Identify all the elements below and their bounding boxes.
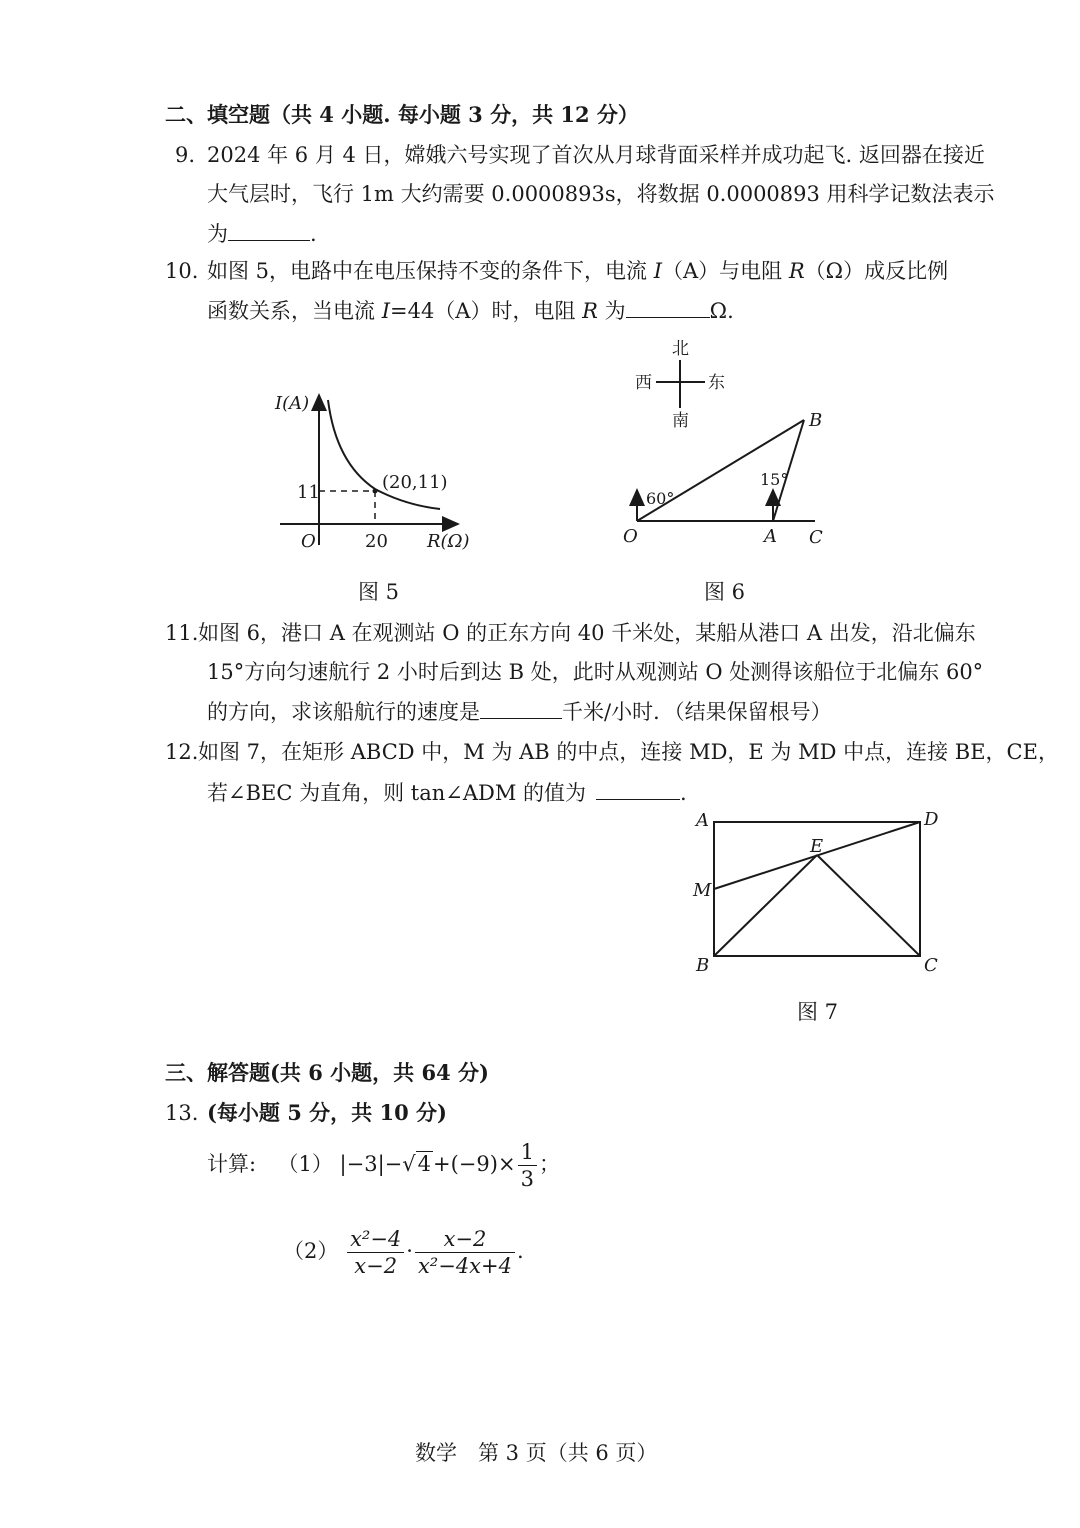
q9-answer-blank[interactable] [228, 218, 310, 241]
q13-part-1-end: ； [538, 1152, 560, 1176]
q10-line-1-a: 如图 5，电路中在电压保持不变的条件下，电流 [207, 259, 654, 283]
q13-number: 13. [165, 1101, 199, 1125]
q13-part-1-plus-paren: +(−9)× [433, 1152, 516, 1176]
q13-part-2-f1-den: x−2 [354, 1254, 398, 1278]
q12-line-1: 如图 7，在矩形 ABCD 中，M 为 AB 的中点，连接 MD，E 为 MD 中点，连接 BE，CE， [198, 740, 1059, 764]
q10-line-2 [207, 295, 734, 326]
q13-part-1-frac-num: 1 [518, 1139, 537, 1166]
q13-part-1-label: （1） [277, 1152, 333, 1176]
q11-line-3 [207, 696, 832, 727]
figure-6 [615, 330, 835, 555]
q10-var-R: R [788, 259, 805, 283]
fig7-caption: 图 7 [797, 1000, 839, 1024]
q13-part-2-fraction-2 [415, 1226, 515, 1279]
q13-part-2-f1-num: x²−4 [347, 1226, 404, 1253]
q11-line-3-suffix: 千米/小时．（结果保留根号） [562, 700, 832, 724]
page-footer: 数学 第 3 页（共 6 页） [415, 1441, 658, 1465]
q9-line-3-suffix: . [310, 222, 317, 246]
q13-part-1-fraction [518, 1139, 537, 1192]
q12-line-2-suffix: . [680, 781, 687, 805]
q9-line-3-prefix: 为 [207, 222, 228, 246]
q13-calc-label: 计算: [207, 1152, 257, 1176]
q11-line-3-prefix: 的方向，求该船航行的速度是 [207, 700, 480, 724]
figure-5 [270, 385, 480, 565]
fig5-x-tick: 20 [365, 531, 388, 552]
q13-part-1: 计算: （1） |−3|−√4+(−9)× $\frac{1}{3}$ ； [207, 1140, 560, 1191]
q13-part-2-end: . [517, 1239, 524, 1263]
fig5-caption: 图 5 [358, 580, 400, 604]
q9-line-3 [207, 218, 317, 249]
fig5-y-axis-label: I(A) [275, 393, 310, 414]
fig7-line-BE [714, 855, 817, 956]
fig6-label-B: B [809, 410, 823, 431]
q13-part-2-label: （2） [283, 1239, 339, 1263]
q13-part-1-frac-den: 3 [520, 1167, 534, 1191]
compass-west: 西 [635, 373, 652, 393]
fig5-y-tick: 11 [297, 482, 320, 503]
q12-number: 12. [165, 740, 199, 764]
fig7-label-M: M [693, 880, 712, 901]
q13-part-1-sqrt-arg: 4 [417, 1152, 432, 1176]
compass-south: 南 [672, 411, 689, 431]
q9-line-1: 2024 年 6 月 4 日，嫦娥六号实现了首次从月球背面采样并成功起飞. 返回器在接近 [207, 143, 985, 167]
fig5-point [373, 489, 378, 494]
figure-7 [690, 800, 950, 985]
fig5-x-axis-label: R(Ω) [427, 531, 470, 552]
q13-sub-heading: (每小题 5 分，共 10 分) [207, 1100, 447, 1125]
q10-number: 10. [165, 259, 199, 283]
fig6-caption: 图 6 [704, 580, 746, 604]
q10-line-2-var-R: R [582, 299, 598, 323]
q12-answer-blank[interactable] [596, 777, 680, 800]
q10-line-1 [207, 256, 948, 286]
q12-line-2-prefix: 若∠BEC 为直角，则 tan∠ADM 的值为 [207, 781, 587, 805]
fig5-point-label: (20,11) [382, 472, 448, 493]
fig6-angle-O: 60° [646, 489, 675, 508]
q10-line-1-c: （Ω）成反比例 [804, 259, 949, 283]
q11-number: 11. [165, 621, 199, 645]
fig7-label-C: C [924, 955, 938, 976]
fig5-origin-label: O [301, 531, 316, 552]
q10-answer-blank[interactable] [626, 295, 710, 318]
q11-line-1: 如图 6，港口 A 在观测站 O 的正东方向 40 千米处，某船从港口 A 出发，沿北偏东 [198, 621, 976, 645]
q13-part-2-f2-num: x−2 [415, 1226, 515, 1253]
q11-answer-blank[interactable] [480, 696, 562, 719]
q10-line-2-a: 函数关系，当电流 [207, 299, 382, 323]
q12-line-2 [207, 777, 687, 808]
fig7-label-D: D [924, 809, 939, 830]
q13-part-2 [283, 1225, 524, 1279]
fig6-label-C: C [809, 527, 823, 548]
q13-part-2-fraction-1 [347, 1226, 404, 1279]
q10-line-1-b: （A）与电阻 [662, 259, 789, 283]
fig7-label-A: A [696, 810, 709, 831]
q13-part-1-abs-value: −3 [346, 1152, 378, 1176]
fig6-label-A: A [764, 526, 777, 547]
section-heading-solutions: 三、解答题(共 6 小题，共 64 分) [165, 1060, 489, 1085]
q10-unit: Ω. [709, 299, 734, 323]
q11-line-2: 15°方向匀速航行 2 小时后到达 B 处，此时从观测站 O 处测得该船位于北偏东 60° [207, 660, 984, 684]
q10-line-2-var-I: I [381, 299, 390, 323]
compass-north: 北 [672, 339, 689, 359]
q10-line-2-c: 为 [597, 299, 626, 323]
q9-number: 9. [175, 143, 196, 167]
fig7-label-B: B [696, 955, 710, 976]
compass-east: 东 [708, 373, 725, 393]
fig7-label-E: E [810, 836, 824, 857]
section-heading-fill-in: 二、填空题（共 4 小题. 每小题 3 分，共 12 分） [165, 102, 639, 127]
q13-part-1-minus: − [384, 1152, 403, 1176]
fig6-label-O: O [623, 526, 638, 547]
q10-line-2-b: =44（A）时，电阻 [389, 299, 583, 323]
q13-part-2-dot: · [406, 1239, 413, 1263]
q10-var-I: I [653, 259, 663, 283]
q13-part-2-f2-den: x²−4x+4 [417, 1254, 512, 1278]
fig6-angle-A: 15° [760, 470, 789, 489]
fig7-line-CE [817, 855, 920, 956]
q9-line-2: 大气层时，飞行 1m 大约需要 0.0000893s，将数据 0.0000893 用科学记数法表示 [207, 182, 995, 206]
